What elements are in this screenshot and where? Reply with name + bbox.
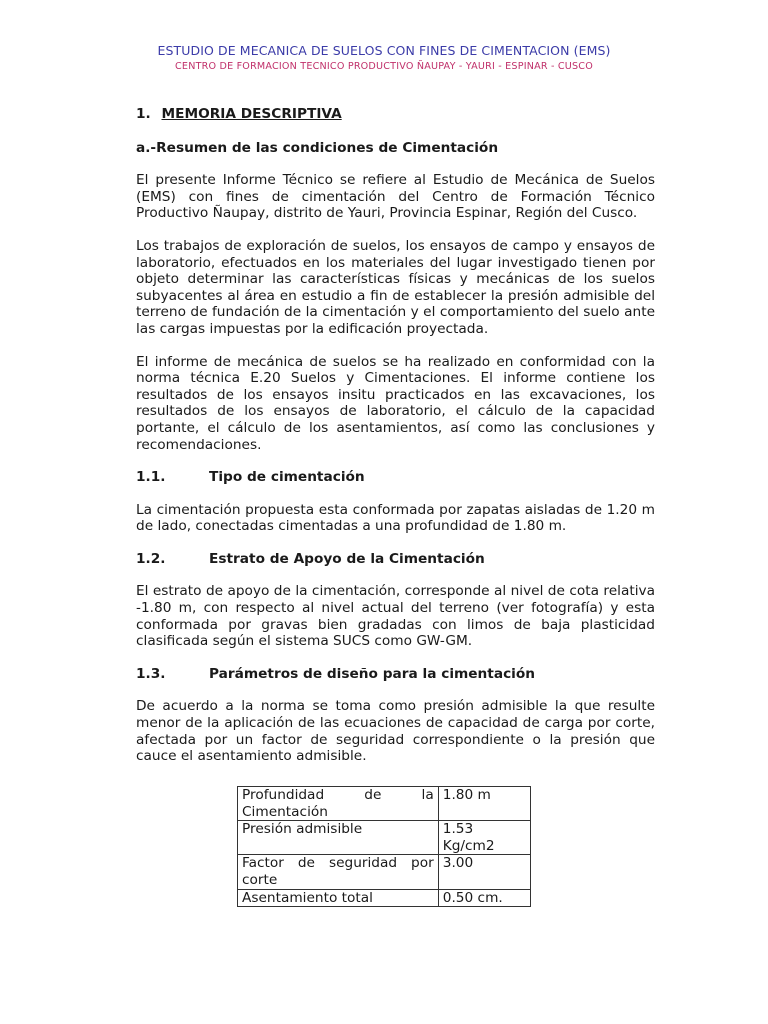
label-line: Asentamiento total (242, 889, 373, 906)
table-row (238, 787, 531, 821)
table-cell-label (238, 889, 439, 907)
table-cell-label (238, 855, 439, 889)
section-number: 1. (136, 106, 151, 122)
subsection-heading-1-1 (136, 469, 655, 486)
subsection-heading-1-3 (136, 666, 655, 683)
subsection-title: Parámetros de diseño para la cimentación (209, 665, 536, 682)
document-header-subtitle: CENTRO DE FORMACION TECNICO PRODUCTIVO ÑAUPAY - YAURI - ESPINAR - CUSCO (175, 61, 593, 72)
label-line: Profundidad de la (242, 787, 434, 803)
label-line: Presión admisible (242, 821, 363, 838)
subsection-number: 1.1. (136, 469, 166, 486)
paragraph: La cimentación propuesta esta conformada por zapatas aisladas de 1.20 m de lado, conectadas cimentadas a una profundidad de 1.80 m. (136, 501, 655, 535)
table-cell-value: 3.00 (438, 855, 530, 889)
table-cell-value: 1.80 m (438, 787, 530, 821)
subsection-title: Estrato de Apoyo de la Cimentación (209, 550, 485, 567)
table-cell-value: 0.50 cm. (438, 889, 530, 907)
table-cell-label (238, 821, 439, 855)
design-parameters-table (237, 786, 531, 907)
subsection-title: Tipo de cimentación (209, 469, 365, 486)
section-heading (136, 106, 655, 123)
paragraph: De acuerdo a la norma se toma como presión admisible la que resulte menor de la aplicación de las ecuaciones de capacidad de carga por corte, afectada por un factor de seguridad correspondiente o la presión que cauce el asentamiento admisible. (136, 698, 655, 765)
paragraph: El estrato de apoyo de la cimentación, corresponde al nivel de cota relativa -1.80 m, con respecto al nivel actual del terreno (ver fotografía) y esta conformada por gravas bien gradadas con limos de baja plasticidad clasificada según el sistema SUCS como GW-GM. (136, 583, 655, 650)
label-line: corte (242, 871, 278, 888)
subsection-heading: a.-Resumen de las condiciones de Cimentación (136, 139, 499, 156)
table-row (238, 889, 531, 907)
table-cell-label (238, 787, 439, 821)
document-body (136, 106, 655, 781)
subsection-heading-1-2 (136, 551, 655, 568)
table-row (238, 855, 531, 889)
paragraph: El presente Informe Técnico se refiere al Estudio de Mecánica de Suelos (EMS) con fines de cimentación del Centro de Formación Técnico Productivo Ñaupay, distrito de Yauri, Provincia Espinar, Región del Cusco. (136, 172, 655, 222)
document-header-title: ESTUDIO DE MECANICA DE SUELOS CON FINES DE CIMENTACION (EMS) (157, 43, 611, 58)
table-cell-value: 1.53 Kg/cm2 (438, 821, 530, 855)
section-title: MEMORIA DESCRIPTIVA (161, 106, 342, 122)
table-row (238, 821, 531, 855)
label-line: Factor de seguridad por (242, 855, 434, 872)
label-line: Cimentación (242, 803, 328, 820)
paragraph: El informe de mecánica de suelos se ha realizado en conformidad con la norma técnica E.20 Suelos y Cimentaciones. El informe contiene los resultados de los ensayos insitu practicados en las excavaciones, los resultados de los ensayos de laboratorio, el cálculo de la capacidad portante, el cálculo de los asentamientos, así como las conclusiones y recomendaciones. (136, 353, 655, 453)
paragraph: Los trabajos de exploración de suelos, los ensayos de campo y ensayos de laboratorio, efectuados en los materiales del lugar investigado tienen por objeto determinar las características físicas y mecánicas de los suelos subyacentes al área en estudio a fin de establecer la presión admisible del terreno de fundación de la cimentación y el comportamiento del suelo ante las cargas impuestas por la edificación proyectada. (136, 237, 655, 337)
subsection-number: 1.2. (136, 550, 166, 567)
subsection-number: 1.3. (136, 665, 166, 682)
